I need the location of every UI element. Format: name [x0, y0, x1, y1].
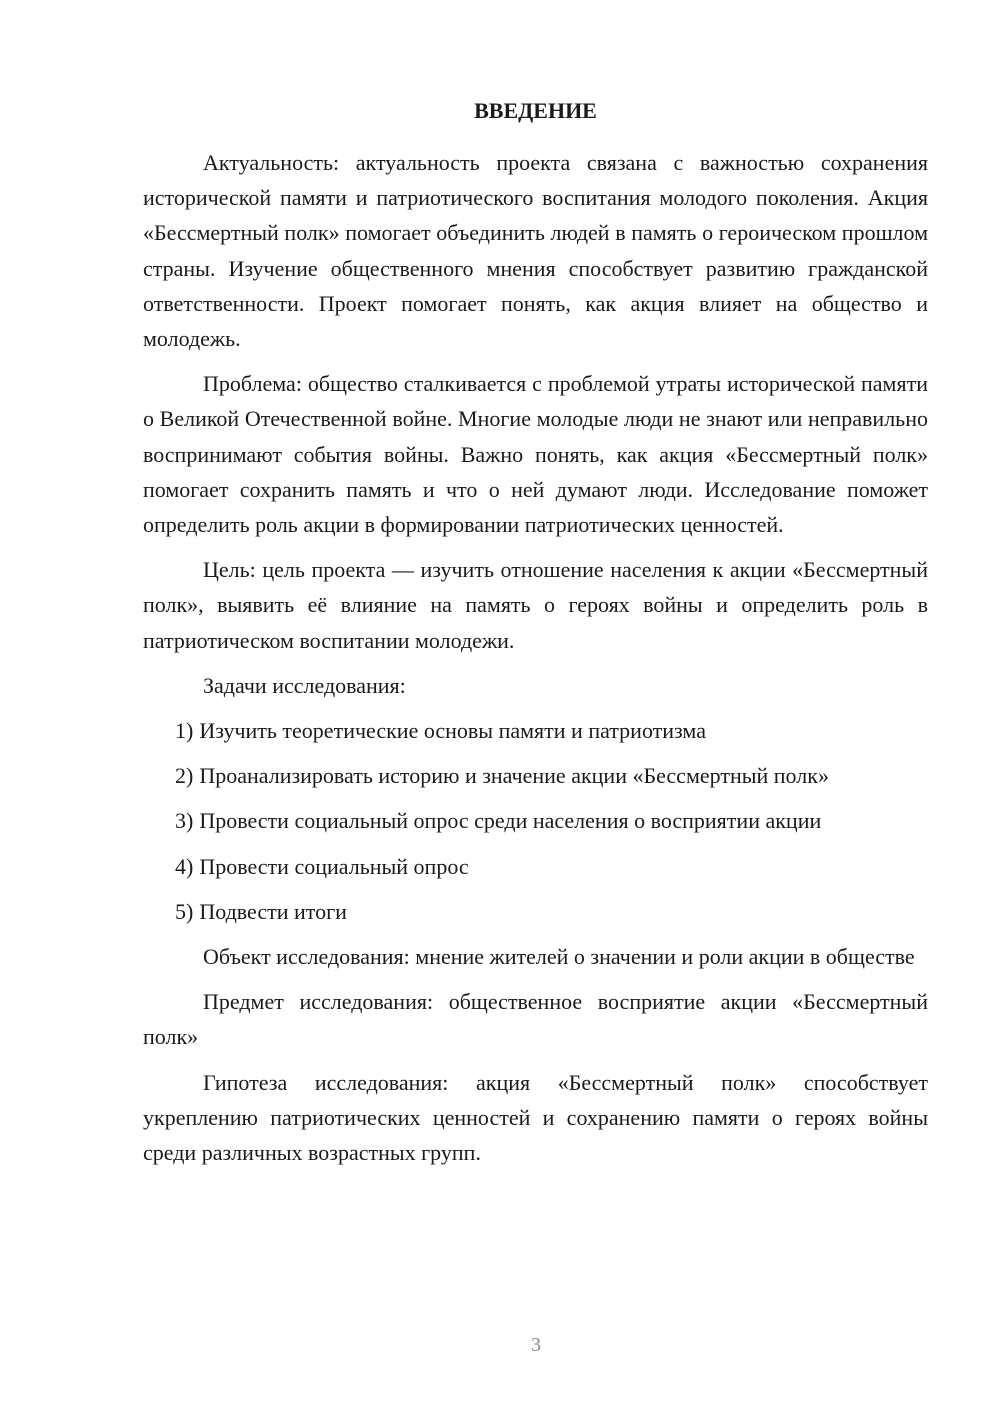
- goal-paragraph: Цель: цель проекта — изучить отношение населения к акции «Бессмертный полк», выявить её влияние на память о героях войны и определить роль в патриотическом воспитании молодежи.: [143, 557, 928, 653]
- list-item: [143, 849, 928, 884]
- list-item-text: Провести социальный опрос среди населения о восприятии акции: [199, 808, 822, 834]
- list-item-number: 4): [175, 853, 194, 879]
- list-item: [143, 894, 928, 929]
- tasks-list: [143, 713, 928, 929]
- list-item-number: 2): [175, 763, 194, 789]
- list-item-text: Провести социальный опрос: [199, 853, 469, 879]
- subject-paragraph: Предмет исследования: общественное восприятие акции «Бессмертный полк»: [143, 989, 928, 1050]
- list-item-text: Изучить теоретические основы памяти и патриотизма: [199, 718, 706, 744]
- list-item-number: 1): [175, 718, 194, 744]
- page-number: 3: [531, 1334, 541, 1356]
- list-item-text: Проанализировать историю и значение акции «Бессмертный полк»: [199, 763, 829, 789]
- list-item-number: 3): [175, 808, 194, 834]
- list-item: [143, 758, 928, 793]
- problem-paragraph: Проблема: общество сталкивается с проблемой утраты исторической памяти о Великой Отечественной войне. Многие молодые люди не знают или неправильно воспринимают события войны. Важно понять, как акция «Бессмертный полк» помогает сохранить память и что о ней думают люди. Исследование поможет определить роль акции в формировании патриотических ценностей.: [143, 371, 928, 538]
- list-item-number: 5): [175, 898, 194, 924]
- document-page: [143, 96, 928, 1170]
- object-paragraph: Объект исследования: мнение жителей о значении и роли акции в обществе: [203, 944, 915, 970]
- list-item: [143, 803, 928, 838]
- list-item-text: Подвести итоги: [199, 898, 347, 924]
- list-item: [143, 713, 928, 748]
- page-title: ВВЕДЕНИЕ: [474, 98, 597, 123]
- hypothesis-paragraph: Гипотеза исследования: акция «Бессмертный полк» способствует укреплению патриотических ценностей и сохранению памяти о героях войны среди различных возрастных групп.: [143, 1069, 928, 1166]
- relevance-paragraph: Актуальность: актуальность проекта связана с важностью сохранения исторической памяти и патриотического воспитания молодого поколения. Акция «Бессмертный полк» помогает объединить людей в память о героическом прошлом страны. Изучение общественного мнения способствует развитию гражданской ответственности. Проект помогает понять, как акция влияет на общество и молодежь.: [143, 150, 928, 352]
- tasks-heading: Задачи исследования:: [203, 672, 406, 698]
